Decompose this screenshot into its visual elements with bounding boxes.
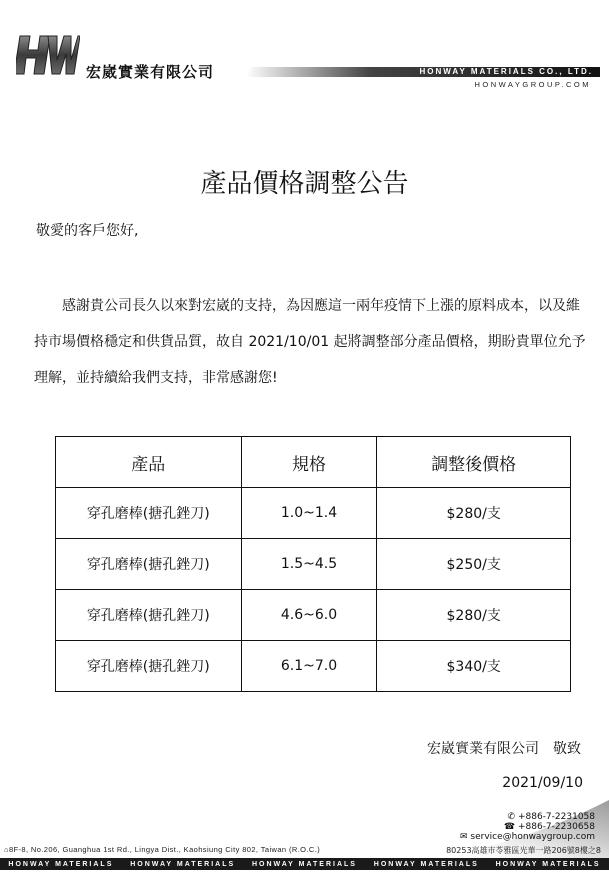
cell-product: 穿孔磨棒(搪孔銼刀) xyxy=(56,539,242,590)
company-website: HONWAYGROUP.COM xyxy=(474,80,591,89)
cell-price: $280/支 xyxy=(377,590,571,641)
cell-product: 穿孔磨棒(搪孔銼刀) xyxy=(56,590,242,641)
contact-block xyxy=(460,812,595,842)
header-spec: 規格 xyxy=(241,437,377,488)
header-price: 調整後價格 xyxy=(377,437,571,488)
price-table xyxy=(55,436,571,692)
cell-spec: 4.6~6.0 xyxy=(241,590,377,641)
cell-price: $340/支 xyxy=(377,641,571,692)
cell-spec: 6.1~7.0 xyxy=(241,641,377,692)
address-en-line xyxy=(4,845,320,854)
table-row xyxy=(56,641,571,692)
email-line xyxy=(460,832,595,842)
greeting: 敬愛的客戶您好, xyxy=(36,223,139,239)
address-en: 8F-8, No.206, Guanghua 1st Rd., Lingya Dist., Kaohsiung City 802, Taiwan (R.O.C.) xyxy=(8,845,321,854)
home-icon: ⌂ xyxy=(4,845,9,854)
phone-number: +886-7-2231058 xyxy=(517,812,595,822)
company-name-en: HONWAY MATERIALS CO., LTD. xyxy=(419,67,593,76)
header-product: 產品 xyxy=(56,437,242,488)
band-text: HONWAY MATERIALS xyxy=(130,860,236,868)
email-icon: ✉ xyxy=(460,832,468,842)
fax-line xyxy=(460,822,595,832)
cell-spec: 1.0~1.4 xyxy=(241,488,377,539)
table-header-row xyxy=(56,437,571,488)
address-zh: 80253高雄市苓雅區光華一路206號8樓之8 xyxy=(446,846,601,855)
page-title: 產品價格調整公告 xyxy=(200,169,409,199)
table-row xyxy=(56,488,571,539)
email-address[interactable]: service@honwaygroup.com xyxy=(470,832,595,842)
band-text: HONWAY MATERIALS xyxy=(373,860,479,868)
cell-product: 穿孔磨棒(搪孔銼刀) xyxy=(56,488,242,539)
signature: 宏崴實業有限公司 敬致 xyxy=(427,741,581,757)
cell-price: $250/支 xyxy=(377,539,571,590)
table-row xyxy=(56,539,571,590)
company-logo xyxy=(16,32,80,78)
cell-spec: 1.5~4.5 xyxy=(241,539,377,590)
cell-price: $280/支 xyxy=(377,488,571,539)
phone-line xyxy=(460,812,595,822)
phone-icon: ✆ xyxy=(507,812,516,822)
fax-number: +886-7-2230658 xyxy=(517,822,595,832)
announcement-paragraph xyxy=(34,288,590,396)
company-name-zh: 宏崴實業有限公司 xyxy=(86,63,215,81)
fax-icon: ☎ xyxy=(503,822,516,832)
band-text: HONWAY MATERIALS xyxy=(8,860,114,868)
document-date: 2021/09/10 xyxy=(502,775,583,791)
table-row xyxy=(56,590,571,641)
cell-product: 穿孔磨棒(搪孔銼刀) xyxy=(56,641,242,692)
band-text: HONWAY MATERIALS xyxy=(495,860,601,868)
band-text: HONWAY MATERIALS xyxy=(251,860,357,868)
footer-band xyxy=(0,858,609,870)
paragraph-text: 感謝貴公司長久以來對宏崴的支持，為因應這一兩年疫情下上漲的原料成本，以及維持市場價格穩定和供貨品質，故自 2021/10/01 起將調整部分產品價格，期盼貴單位允予理解，並持續給我們支持，非常感謝您! xyxy=(34,298,586,386)
